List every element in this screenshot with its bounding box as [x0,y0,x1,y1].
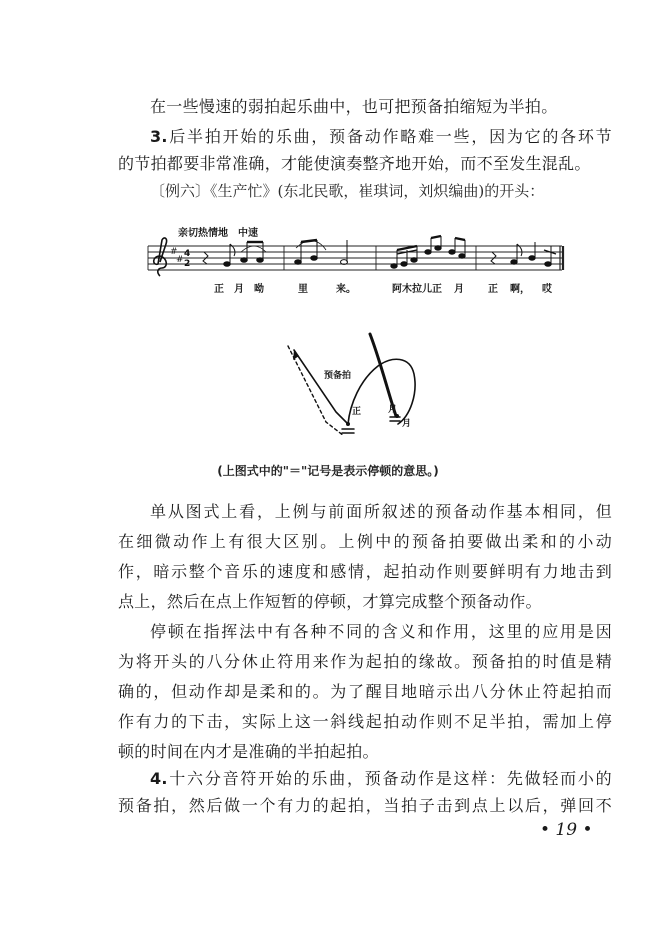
text-line-2: 3.后半拍开始的乐曲，预备动作略难一些，因为它的各环节 [150,127,612,146]
page-number: • 19 • [540,820,593,840]
text-line-3: 的节拍都要非常准确，才能使演奏整齐地开始，而不至发生混乱。 [118,154,591,173]
para2-line-5: 顿的时间在内才是准确的半拍起拍。 [118,742,379,761]
item-number-3: 3. [150,127,168,146]
label-zheng: 正 [352,407,362,417]
svg-text:#: # [170,247,178,257]
label-prep-beat: 预备拍 [324,371,352,381]
lyric: 月 [454,284,464,295]
example-heading: 〔例六〕《生产忙》(东北民歌，崔琪词，刘炽编曲)的开头： [150,182,545,200]
lyric: 月 [234,284,244,295]
lyric: 来。 [336,284,356,295]
svg-text:#: # [176,255,184,265]
para3-line-1: 4.十六分音符开始的乐曲，预备动作是这样：先做轻而小的 [150,769,612,788]
para2-line-1: 停顿在指挥法中有各种不同的含义和作用，这里的应用是因 [150,622,612,641]
para2-line-3: 确的，但动作却是柔和的。为了醒目地暗示出八分休止符起拍而 [118,682,612,701]
label-yue-1: 月 [388,405,398,415]
item-number-4: 4. [150,769,168,788]
para1-line-4: 点上，然后在点上作短暂的停顿，才算完成整个预备动作。 [118,592,542,611]
para2-line-4: 作有力的下击，实际上这一斜线起拍动作则不足半拍，需加上停 [118,712,612,731]
para1-line-1: 单从图式上看，上例与前面所叙述的预备动作基本相同，但 [150,502,612,521]
text-line-1: 在一些慢速的弱拍起乐曲中，也可把预备拍缩短为半拍。 [150,97,558,116]
svg-text:4: 4 [184,249,191,259]
lyric: 正 [488,284,498,295]
lyric: 里 [298,284,308,295]
lyric: 啊， [510,284,530,295]
tempo-marking: 亲切热情地 中速 [178,228,258,239]
lyric: 阿木拉儿正 [392,284,442,295]
lyric: 正 [214,284,224,295]
para2-line-2: 为将开头的八分休止符用来作为起拍的缘故。预备拍的时值是精 [118,652,612,671]
figure-caption: (上图式中的"＝"记号是表示停顿的意思。) [217,464,439,478]
para1-line-2: 在细微动作上有很大区别。上例中的预备拍要做出柔和的小动 [118,532,612,551]
para1-line-3: 作，暗示整个音乐的速度和感情，起拍动作则要鲜明有力地击到 [118,562,612,581]
para3-line-2: 预备拍，然后做一个有力的起拍，当拍子击到点上以后，弹回不 [118,796,612,815]
lyric: 呦 [254,284,264,295]
svg-text:2: 2 [184,259,191,269]
lyric: 哎 [542,284,552,295]
label-yue-2: 月 [402,419,412,429]
